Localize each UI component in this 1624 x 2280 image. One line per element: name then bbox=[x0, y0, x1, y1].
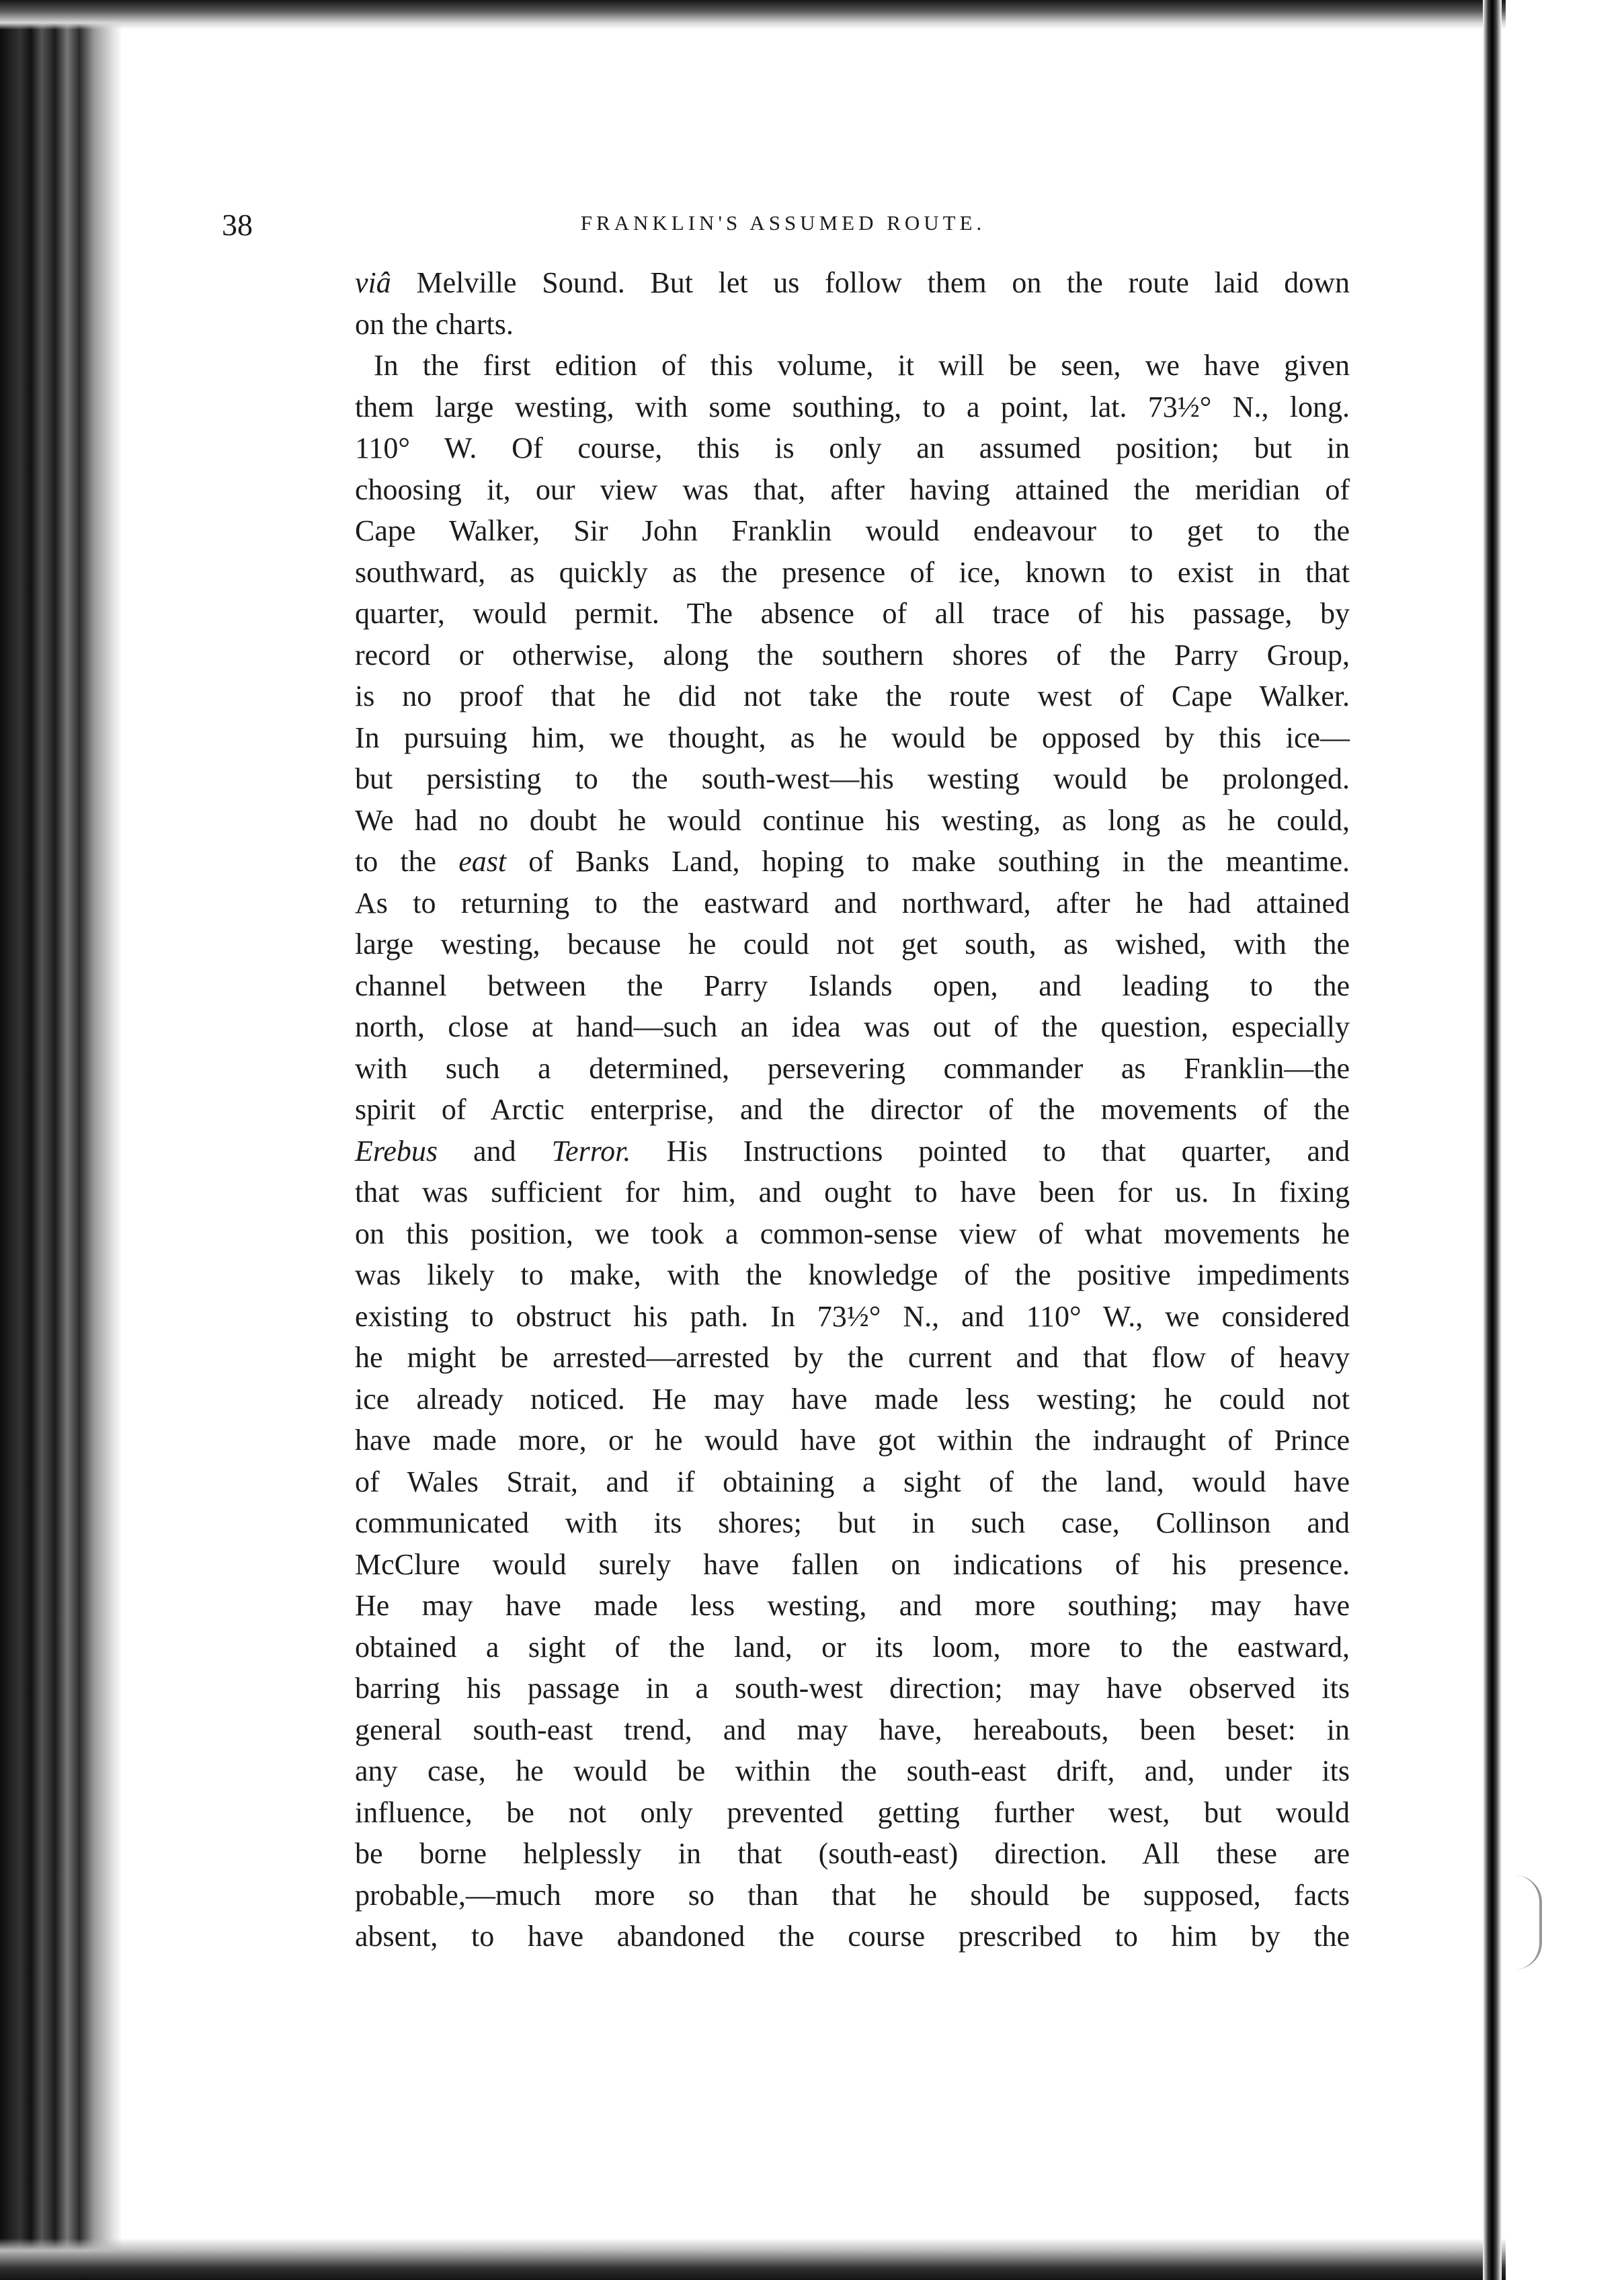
text-line: McClure would surely have fallen on indications of his presence. bbox=[355, 1547, 1350, 1581]
text-line: be borne helplessly in that (south-east) direction. All these are bbox=[355, 1837, 1350, 1870]
text-line: was likely to make, with the knowledge of the positive impediments bbox=[355, 1258, 1350, 1291]
book-binding-edge bbox=[0, 0, 121, 2280]
text-line: communicated with its shores; but in such case, Collinson and bbox=[355, 1506, 1350, 1539]
text-line: large westing, because he could not get south, as wished, with the bbox=[355, 928, 1350, 961]
text-line: existing to obstruct his path. In 73½° N., and 110° W., we considered bbox=[355, 1299, 1350, 1333]
scan-top-shadow bbox=[0, 0, 1506, 30]
text-line: with such a determined, persevering commander as Franklin—the bbox=[355, 1051, 1350, 1085]
text-line: to the east of Banks Land, hoping to make southing in the meantime. bbox=[355, 845, 1350, 878]
text-line: channel between the Parry Islands open, and leading to the bbox=[355, 969, 1350, 1002]
text-line: them large westing, with some southing, to a point, lat. 73½° N., long. bbox=[355, 390, 1350, 423]
page-gutter bbox=[1483, 0, 1502, 2280]
body-text bbox=[355, 262, 1350, 1957]
text-line: general south-east trend, and may have, hereabouts, been beset: in bbox=[355, 1713, 1350, 1746]
text-line: In pursuing him, we thought, as he would be opposed by this ice— bbox=[355, 721, 1350, 754]
text-line: probable,—much more so than that he should be supposed, facts bbox=[355, 1878, 1350, 1912]
text-line: but persisting to the south-west—his westing would be prolonged. bbox=[355, 762, 1350, 795]
text-line: choosing it, our view was that, after having attained the meridian of bbox=[355, 473, 1350, 506]
text-line: As to returning to the eastward and northward, after he had attained bbox=[355, 886, 1350, 920]
text-line: quarter, would permit. The absence of all trace of his passage, by bbox=[355, 597, 1350, 630]
text-line: north, close at hand—such an idea was out of the question, especially bbox=[355, 1010, 1350, 1043]
text-line: Cape Walker, Sir John Franklin would endeavour to get to the bbox=[355, 514, 1350, 547]
text-line: spirit of Arctic enterprise, and the director of the movements of the bbox=[355, 1093, 1350, 1126]
text-line: We had no doubt he would continue his westing, as long as he could, bbox=[355, 803, 1350, 837]
text-line: absent, to have abandoned the course prescribed to him by the bbox=[355, 1920, 1350, 1953]
text-line: on this position, we took a common-sense view of what movements he bbox=[355, 1217, 1350, 1250]
text-line: 110° W. Of course, this is only an assumed position; but in bbox=[355, 432, 1350, 464]
text-line: any case, he would be within the south-east drift, and, under its bbox=[355, 1754, 1350, 1787]
text-line: barring his passage in a south-west direction; may have observed its bbox=[355, 1672, 1350, 1705]
running-title: FRANKLIN'S ASSUMED ROUTE. bbox=[580, 211, 986, 235]
text-line: Erebus and Terror. His Instructions pointed to that quarter, and bbox=[355, 1134, 1350, 1168]
text-line: In the first edition of this volume, it will be seen, we have given bbox=[374, 349, 1350, 382]
text-line: record or otherwise, along the southern shores of the Parry Group, bbox=[355, 638, 1350, 671]
margin-mark bbox=[1515, 1875, 1542, 1969]
text-line: that was sufficient for him, and ought to have been for us. In fixing bbox=[355, 1176, 1350, 1209]
scan-bottom-shadow bbox=[0, 2238, 1506, 2280]
text-line: is no proof that he did not take the route west of Cape Walker. bbox=[355, 680, 1350, 712]
text-line: southward, as quickly as the presence of ice, known to exist in that bbox=[355, 555, 1350, 589]
text-line: on the charts. bbox=[355, 307, 514, 341]
text-line: have made more, or he would have got within the indraught of Prince bbox=[355, 1424, 1350, 1457]
text-line: He may have made less westing, and more southing; may have bbox=[355, 1589, 1350, 1622]
page-number: 38 bbox=[222, 208, 253, 242]
running-head bbox=[222, 207, 1344, 247]
text-line: viâ Melville Sound. But let us follow them on the route laid down bbox=[355, 266, 1350, 299]
text-line: ice already noticed. He may have made less westing; he could not bbox=[355, 1382, 1350, 1416]
text-line: influence, be not only prevented getting further west, but would bbox=[355, 1795, 1350, 1829]
text-line: he might be arrested—arrested by the current and that flow of heavy bbox=[355, 1341, 1350, 1374]
text-line: obtained a sight of the land, or its loom, more to the eastward, bbox=[355, 1630, 1350, 1664]
text-line: of Wales Strait, and if obtaining a sight of the land, would have bbox=[355, 1465, 1350, 1498]
